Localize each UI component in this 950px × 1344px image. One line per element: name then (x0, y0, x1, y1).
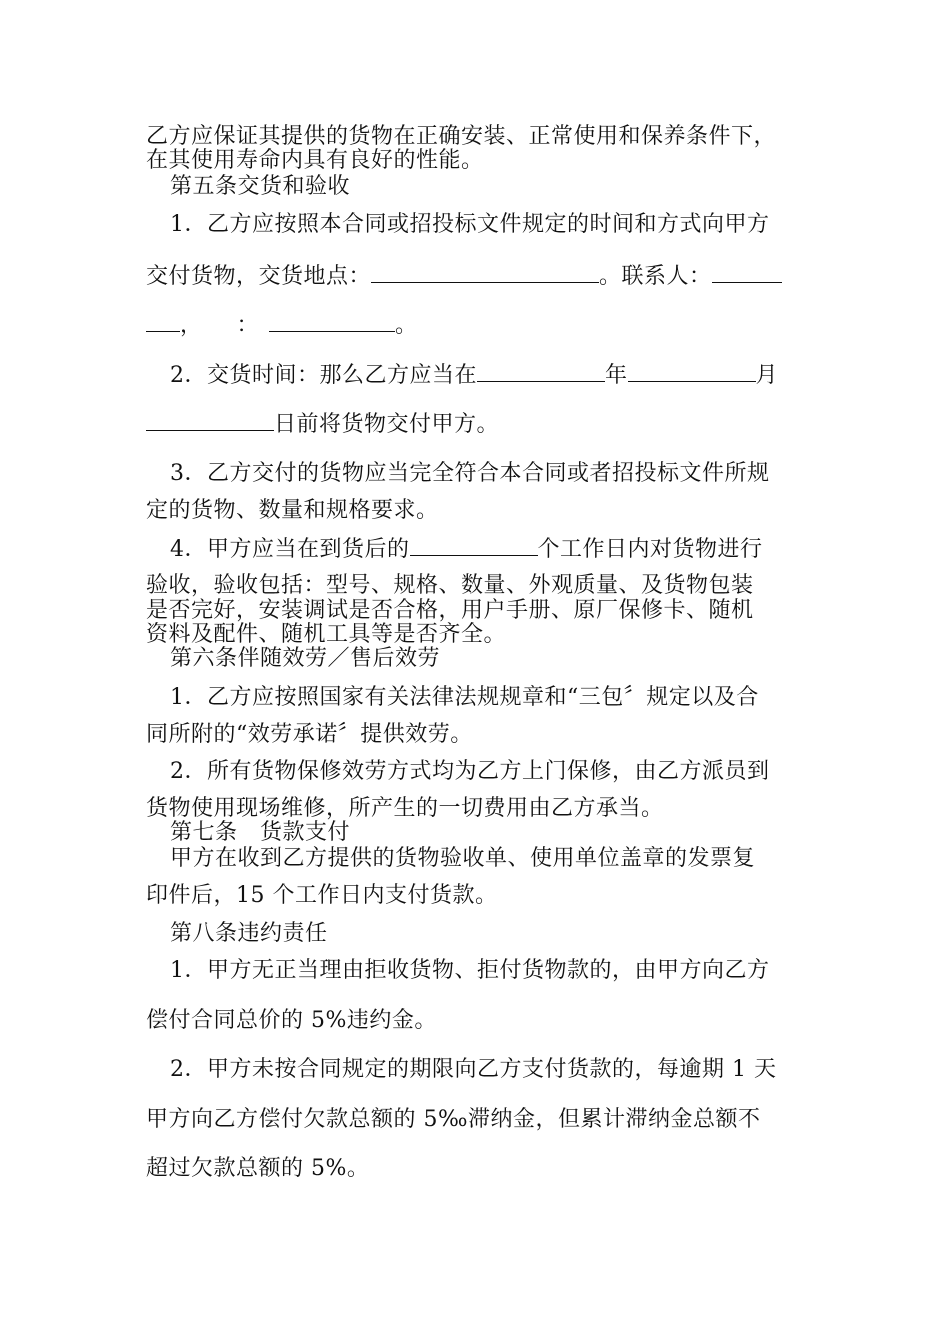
article8-item1-line1: 1．甲方无正当理由拒收货物、拒付货物款的，由甲方向乙方 (170, 958, 770, 983)
article5-item3-line2: 定的货物、数量和规格要求。 (146, 498, 439, 523)
article5-item2-line1 (170, 361, 778, 389)
phone-label: ： (236, 313, 260, 338)
year-blank (477, 361, 605, 382)
inspection-label: 4．甲方应当在到货后的 (170, 537, 410, 562)
delivery-location-blank (371, 262, 599, 283)
warranty-line-2: 在其使用寿命内具有良好的性能。 (146, 148, 484, 173)
article8-title: 第八条违约责任 (170, 921, 328, 946)
article5-item3-line1: 3．乙方交付的货物应当完全符合本合同或者招投标文件所规 (170, 461, 770, 486)
article5-item2-line2 (146, 410, 499, 438)
article6-item2-line1: 2．所有货物保修效劳方式均为乙方上门保修，由乙方派员到 (170, 759, 770, 784)
article6-item1-line2: 同所附的“效劳承诺〞提供效劳。 (146, 722, 473, 747)
article5-item4-line4: 资料及配件、随机工具等是否齐全。 (146, 622, 507, 647)
delivery-time-label: 2．交货时间：那么乙方应当在 (170, 363, 477, 388)
article8-item1-line2: 偿付合同总价的 5%违约金。 (146, 1008, 437, 1033)
inspection-days-blank (410, 535, 538, 556)
article7-line2: 印件后，15 个工作日内支付货款。 (146, 883, 498, 908)
month-blank (628, 361, 756, 382)
article5-item1-line3 (146, 311, 418, 339)
contact-blank-continued (146, 311, 180, 332)
article5-item1-line1: 1．乙方应按照本合同或招投标文件规定的时间和方式向甲方 (170, 212, 770, 237)
phone-blank (269, 311, 395, 332)
article7-title: 第七条 货款支付 (170, 820, 351, 845)
article8-item2-line3: 超过欠款总额的 5%。 (146, 1156, 370, 1181)
article5-item4-line2: 验收，验收包括：型号、规格、数量、外观质量、及货物包装 (146, 573, 754, 598)
period-text: 。 (395, 313, 418, 338)
article8-item2-line2: 甲方向乙方偿付欠款总额的 5‰滞纳金，但累计滞纳金总额不 (146, 1107, 761, 1132)
article7-line1: 甲方在收到乙方提供的货物验收单、使用单位盖章的发票复 (170, 846, 756, 871)
contact-blank (712, 262, 782, 283)
year-label: 年 (605, 363, 628, 388)
warranty-line-1: 乙方应保证其提供的货物在正确安装、正常使用和保养条件下， (146, 124, 777, 149)
month-label: 月 (755, 363, 779, 388)
article6-item2-line2: 货物使用现场维修，所产生的一切费用由乙方承当。 (146, 796, 664, 821)
article5-title: 第五条交货和验收 (170, 174, 351, 199)
delivery-location-label: 交付货物，交货地点： (146, 264, 372, 289)
article5-item1-line2 (146, 262, 782, 290)
article8-item2-line1: 2．甲方未按合同规定的期限向乙方支付货款的，每逾期 1 天 (170, 1057, 777, 1082)
contact-label: 。联系人： (599, 264, 712, 289)
comma-text: ， (180, 313, 203, 338)
article6-title: 第六条伴随效劳／售后效劳 (170, 646, 441, 671)
article5-item4-line3: 是否完好，安装调试是否合格，用户手册、原厂保修卡、随机 (146, 598, 754, 623)
inspection-days-text: 个工作日内对货物进行 (537, 537, 763, 562)
day-deadline-text: 日前将货物交付甲方。 (274, 412, 500, 437)
article5-item4-line1 (170, 535, 763, 563)
day-blank (146, 410, 274, 431)
article6-item1-line1: 1．乙方应按照国家有关法律法规规章和“三包〞规定以及合 (170, 685, 759, 710)
